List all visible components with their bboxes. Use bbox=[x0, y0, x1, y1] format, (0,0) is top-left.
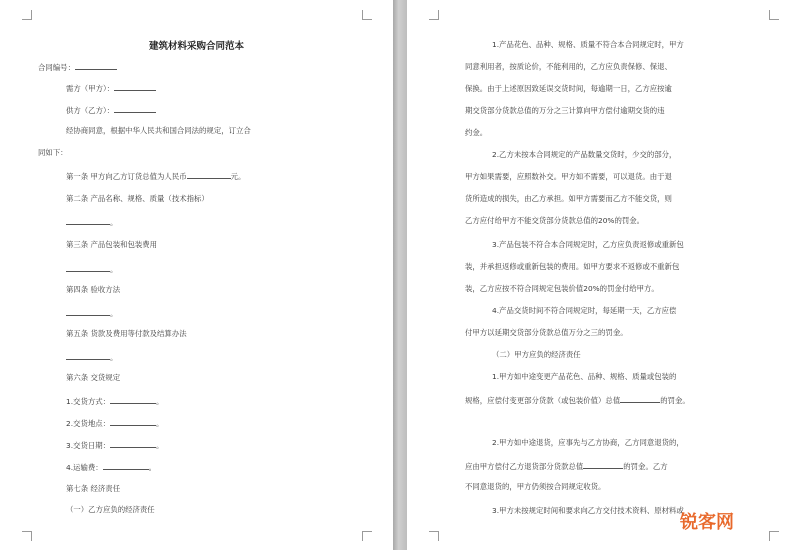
crop-mark bbox=[769, 10, 779, 20]
text-line: 不同意退货的，甲方仍须按合同规定收货。 bbox=[465, 482, 606, 491]
modification-penalty-line bbox=[465, 394, 690, 406]
text-line: 货所造成的损失，由乙方承担。如甲方需要而乙方不能交货，则 bbox=[465, 194, 672, 203]
text-line: 第六条 交货规定 bbox=[66, 373, 121, 382]
text-line: 。 bbox=[110, 265, 118, 274]
text-line: 第四条 验收方法 bbox=[66, 285, 121, 294]
crop-mark bbox=[362, 10, 372, 20]
blank-line bbox=[66, 351, 117, 363]
text-line: 经协商同意，根据中华人民共和国合同法的规定，订立合 bbox=[66, 126, 251, 135]
text-line: 期交货部分货款总值的万分之三计算向甲方偿付逾期交货的违 bbox=[465, 106, 665, 115]
text-line: 第一条 甲方向乙方订货总值为人民币 bbox=[66, 172, 187, 181]
text-line: 装，乙方应按不符合同规定包装价值20%的罚金付给甲方。 bbox=[465, 284, 659, 293]
text-line: 甲方如果需要，应照数补交。甲方如不需要，可以退货。由于退 bbox=[465, 172, 672, 181]
seller-line bbox=[66, 104, 156, 116]
document-title: 建筑材料采购合同范本 bbox=[148, 41, 244, 52]
text-line: 3.甲方未按规定时间和要求向乙方交付技术资料、原材料或 bbox=[492, 506, 684, 515]
crop-mark bbox=[429, 10, 439, 20]
text-line: 1.产品花色、品种、规格、质量不符合本合同规定时，甲方 bbox=[492, 40, 684, 49]
delivery-method-line: 1.交货方式： 。 bbox=[66, 397, 164, 406]
crop-mark bbox=[22, 531, 32, 541]
delivery-place-line: 2.交货地点： 。 bbox=[66, 419, 164, 428]
text-line: 。 bbox=[110, 353, 118, 362]
text-line: 元。 bbox=[230, 172, 246, 181]
text-line: 第二条 产品名称、规格、质量（技术指标） bbox=[66, 194, 209, 203]
text-line: 同如下： bbox=[38, 148, 68, 157]
text-line: 。 bbox=[110, 218, 118, 227]
crop-mark bbox=[769, 531, 779, 541]
text-line: 。 bbox=[110, 309, 118, 318]
text-line: 保换。由于上述原因致延误交货时间，每逾期一日，乙方应按逾 bbox=[465, 84, 672, 93]
buyer-line bbox=[66, 82, 156, 94]
text-line: 2.甲方如中途退货，应事先与乙方协商，乙方同意退货的， bbox=[492, 438, 684, 447]
text-line: 付甲方以延期交货部分货款总值万分之三的罚金。 bbox=[465, 328, 628, 337]
text-line: 第三条 产品包装和包装费用 bbox=[66, 240, 158, 249]
contract-number-line bbox=[38, 61, 117, 73]
text-line: 1.甲方如中途变更产品花色、品种、规格、质量或包装的 bbox=[492, 372, 677, 381]
text-line: 合同编号： bbox=[38, 63, 75, 72]
return-penalty-line bbox=[465, 460, 668, 472]
document-page-left bbox=[0, 0, 393, 550]
text-line: 2.乙方未按本合同规定的产品数量交货时，少交的部分， bbox=[492, 150, 677, 159]
article-1-line bbox=[66, 170, 245, 182]
crop-mark bbox=[362, 531, 372, 541]
text-line: 3.产品包装不符合本合同规定时，乙方应负责返修或重新包 bbox=[492, 240, 684, 249]
delivery-date-line: 3.交货日期： 。 bbox=[66, 441, 164, 450]
site-watermark: 锐客网 bbox=[680, 512, 734, 533]
text-line: 乙方应付给甲方不能交货部分货款总值的20%的罚金。 bbox=[465, 216, 645, 225]
text-line: 4.产品交货时间不符合同规定时，每延期一天，乙方应偿 bbox=[492, 306, 677, 315]
text-line: 2.交货地点： bbox=[66, 419, 111, 428]
text-line: 约金。 bbox=[465, 128, 488, 137]
text-line: 规格，应偿付变更部分货款（或包装价值）总值 bbox=[465, 396, 621, 405]
text-line: 3.交货日期： bbox=[66, 441, 111, 450]
text-line: 4.运输费： bbox=[66, 463, 103, 472]
text-line: 装，并承担返修或重新包装的费用。如甲方要求不返修或不重新包 bbox=[465, 262, 680, 271]
crop-mark bbox=[22, 10, 32, 20]
blank-line bbox=[66, 307, 117, 319]
text-line: 第五条 货款及费用等付款及结算办法 bbox=[66, 329, 187, 338]
text-line: 应由甲方偿付乙方退货部分货款总值 bbox=[465, 462, 584, 471]
text-line: 同意利用者，按质论价，不能利用的，乙方应负责保修、保退、 bbox=[465, 62, 672, 71]
text-line: （二）甲方应负的经济责任 bbox=[492, 350, 581, 359]
crop-mark bbox=[429, 531, 439, 541]
text-line: 的罚金。 bbox=[660, 396, 690, 405]
text-line: （一）乙方应负的经济责任 bbox=[66, 505, 155, 514]
text-line: 1.交货方式： bbox=[66, 397, 111, 406]
page-gutter bbox=[393, 0, 407, 550]
blank-line bbox=[66, 263, 117, 275]
freight-line: 4.运输费： 。 bbox=[66, 463, 157, 472]
text-line: 的罚金。乙方 bbox=[623, 462, 668, 471]
text-line: 需方（甲方）： bbox=[66, 84, 115, 93]
document-page-right bbox=[407, 0, 800, 550]
blank-line bbox=[66, 216, 117, 228]
text-line: 第七条 经济责任 bbox=[66, 484, 121, 493]
text-line: 供方（乙方）： bbox=[66, 106, 115, 115]
